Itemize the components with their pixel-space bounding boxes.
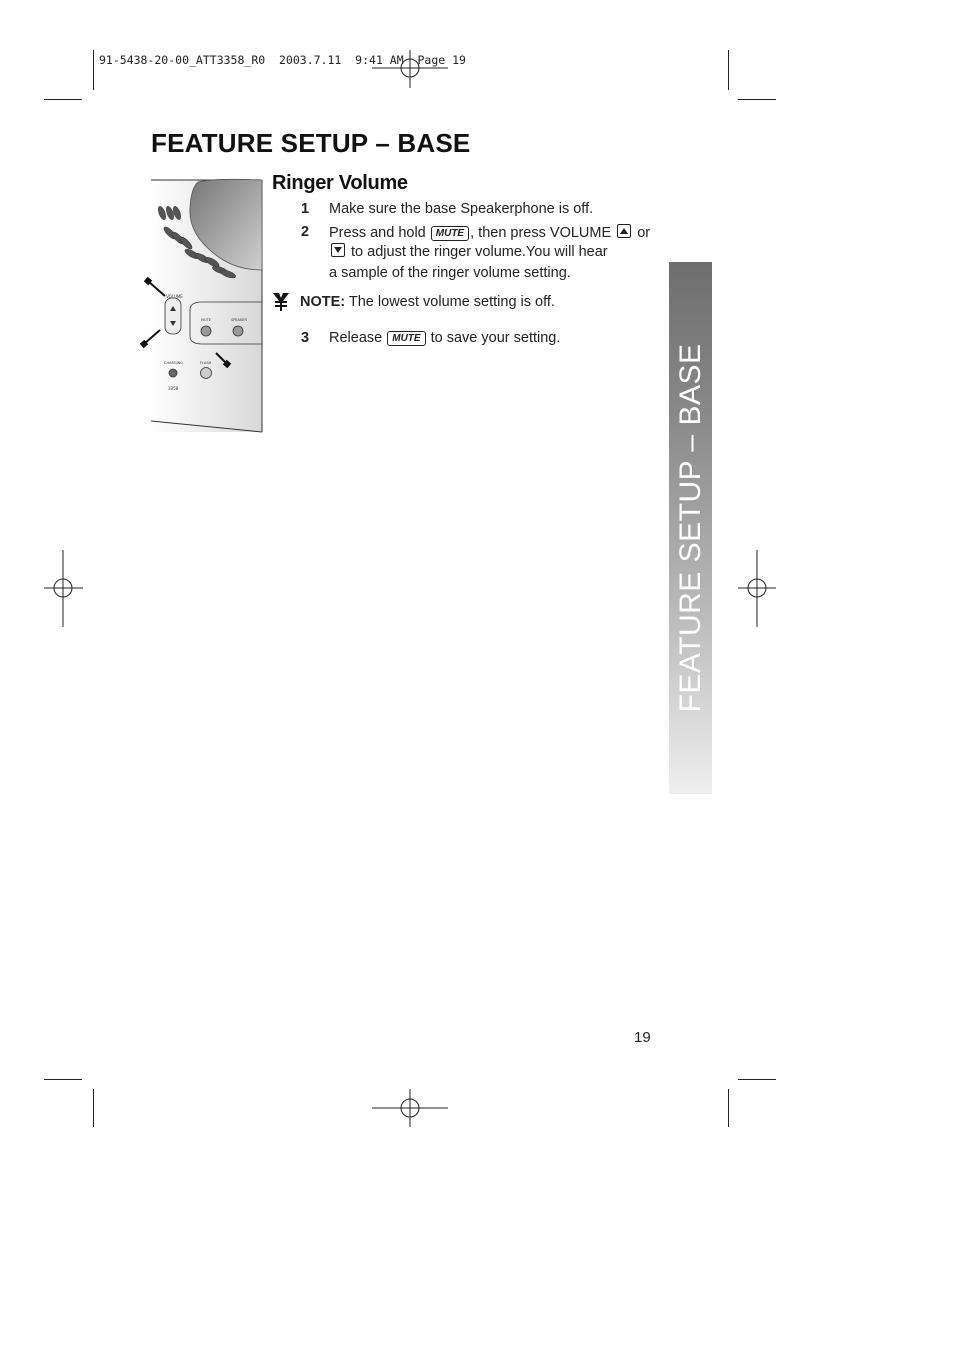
page-title: FEATURE SETUP – BASE xyxy=(151,128,471,158)
speaker-label: SPEAKER xyxy=(231,318,247,322)
step-text: Press and hold xyxy=(329,225,426,241)
mute-label: MUTE xyxy=(201,318,211,322)
flash-label: FLASH xyxy=(200,361,212,365)
printer-slug: 91-5438-20-00_ATT3358_R0 2003.7.11 9:41 AM Page 19 xyxy=(99,53,466,67)
mute-key-icon: MUTE xyxy=(387,331,425,346)
step-text-line xyxy=(329,224,650,241)
phone-base-illustration xyxy=(140,178,265,436)
section-title: Ringer Volume xyxy=(272,172,408,194)
step-text: Release xyxy=(329,330,383,346)
step-number: 1 xyxy=(301,201,310,217)
volume-up-key-icon xyxy=(617,224,631,238)
step-text: a sample of the ringer volume setting. xyxy=(329,265,571,281)
step-text-line xyxy=(329,243,608,260)
side-tab-label: FEATURE SETUP – BASE xyxy=(673,343,707,713)
mute-key-icon: MUTE xyxy=(431,226,469,241)
charging-label: CHARGING xyxy=(164,361,183,365)
step-text: to save your setting. xyxy=(430,330,561,346)
volume-down-key-icon xyxy=(331,243,345,257)
step-number: 3 xyxy=(301,330,310,346)
step-text-line xyxy=(329,330,560,346)
note-text-line xyxy=(300,294,555,310)
step-text: to adjust the ringer volume.You will hear xyxy=(351,244,608,260)
step-text: , then press VOLUME xyxy=(470,225,612,241)
model-label: 3358 xyxy=(168,386,179,391)
note-label: NOTE: xyxy=(300,294,346,310)
step-text: or xyxy=(637,225,651,241)
note-icon xyxy=(272,292,290,312)
volume-label: VOLUME xyxy=(166,294,183,299)
step-text: Make sure the base Speakerphone is off. xyxy=(329,201,594,217)
page-number: 19 xyxy=(634,1029,651,1046)
side-tab xyxy=(669,262,712,794)
note-text: The lowest volume setting is off. xyxy=(348,294,555,310)
step-number: 2 xyxy=(301,224,310,240)
